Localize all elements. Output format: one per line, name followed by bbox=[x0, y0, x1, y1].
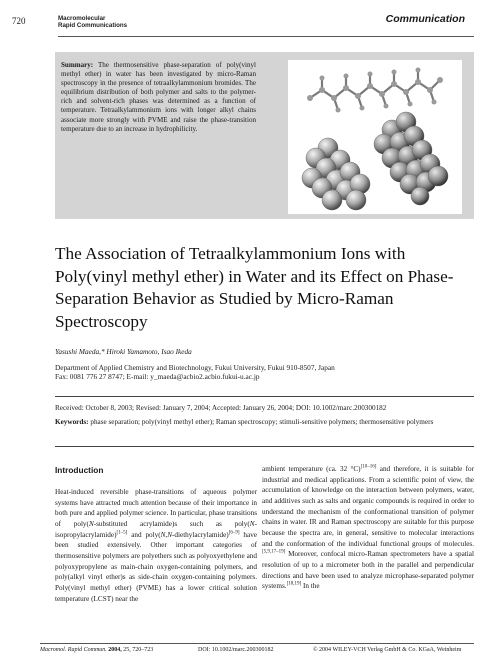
journal-name-line1: Macromolecular bbox=[58, 15, 106, 22]
header-divider bbox=[58, 36, 474, 37]
keywords-list: phase separation; poly(vinyl methyl ether); Raman spectroscopy; stimuli-sensitive polymers; thermosensitive polymers bbox=[88, 418, 434, 426]
keywords bbox=[55, 418, 474, 427]
column-right bbox=[262, 464, 474, 592]
footer-doi: DOI: 10.1002/marc.200300182 bbox=[198, 647, 274, 653]
section-label: Communication bbox=[385, 13, 465, 25]
affiliation-contact: Fax: 0081 776 27 8747; E-mail: y_maeda@acbio2.acbio.fukui-u.ac.jp bbox=[55, 372, 260, 382]
affiliation-address: Department of Applied Chemistry and Biotechnology, Fukui University, Fukui 910-8507, Japan bbox=[55, 363, 335, 372]
affiliation bbox=[55, 363, 475, 382]
divider-bottom bbox=[55, 446, 474, 447]
summary-box bbox=[55, 52, 474, 219]
column-left bbox=[55, 465, 257, 604]
journal-name bbox=[58, 15, 127, 29]
divider-top bbox=[55, 396, 474, 397]
intro-paragraph: Heat-induced reversible phase-transitions of aqueous polymer systems have attracted much attention because of their importance in both pure and applied polymer science. In particular, phase transitions of poly(N-substituted acrylamide)s such as poly(N-isopropylacrylamide)[1–5] and poly(N,N-diethylacrylamide)[6–9] have been studied extensively. Other important categories of thermosensitive polymers are polyethers such as polyoxyethylene and polyoxypropylene as main-chain oxygen-containing polymers, and poly(alkyl vinyl ether)s as side-chain oxygen-containing polymers. Poly(vinyl methyl ether) (PVME) has a lower critical solution temperature (LCST) near the bbox=[55, 488, 257, 603]
keywords-label: Keywords: bbox=[55, 418, 89, 426]
section-heading: Introduction bbox=[55, 465, 104, 475]
intro-paragraph-continued: ambient temperature (ca. 32 °C)[10–16] and therefore, it is suitable for industrial and medical applications. From a scientific point of view, the accumulation of knowledge on the interaction between polymers, water, and additives such as salts and organic compounds is required in order to understand the mechanism of the conformational transition of polymer chains in water. IR and Raman spectroscopy are suitable for this purpose because the spectra are, in general, sensitive to molecular interactions and the conformation of the individual functional groups of molecules.[5,9,17–19] Moreover, confocal micro-Raman spectrometers have a spatial resolution of up to a micrometer both in the parallel and perpendicular directions and have been used to analyze microphase-separated polymer systems.[18,19] In the bbox=[262, 464, 475, 591]
received-dates: Received: October 8, 2003; Revised: January 7, 2004; Accepted: January 26, 2004; DOI: 10.1002/marc.200300182 bbox=[55, 404, 387, 412]
summary-label: Summary: bbox=[61, 61, 94, 69]
page-number: 720 bbox=[12, 16, 26, 26]
article-title: The Association of Tetraalkylammonium Ions with Poly(vinyl methyl ether) in Water and its Effect on Phase-Separation Behavior as Studied by Micro-Raman Spectroscopy bbox=[55, 244, 454, 331]
footer-divider bbox=[40, 643, 474, 644]
author-list: Yasushi Maeda,* Hiroki Yamamoto, Isao Ikeda bbox=[55, 347, 192, 356]
summary-text bbox=[61, 61, 256, 134]
molecular-model-graphic bbox=[288, 60, 462, 214]
page-header bbox=[0, 10, 493, 40]
journal-name-line2: Rapid Communications bbox=[58, 22, 128, 29]
summary-body: The thermosensitive phase-separation of poly(vinyl methyl ether) in water has been investigated by micro-Raman spectroscopy in the presence of tetraalkylammonium bromides. The equilibrium distribution of both polymer and salts to the polymer-rich and solvent-rich phases was determined as a function of temperature. Tetraalkylammonium ions with longer alkyl chains associate more strongly with PVME and raise the phase-transition temperature due to an increase in hydrophilicity. bbox=[61, 61, 256, 133]
footer-citation: Macromol. Rapid Commun. 2004, 25, 720–723 bbox=[40, 647, 154, 653]
footer-copyright: © 2004 WILEY-VCH Verlag GmbH & Co. KGaA, Weinheim bbox=[313, 647, 462, 653]
